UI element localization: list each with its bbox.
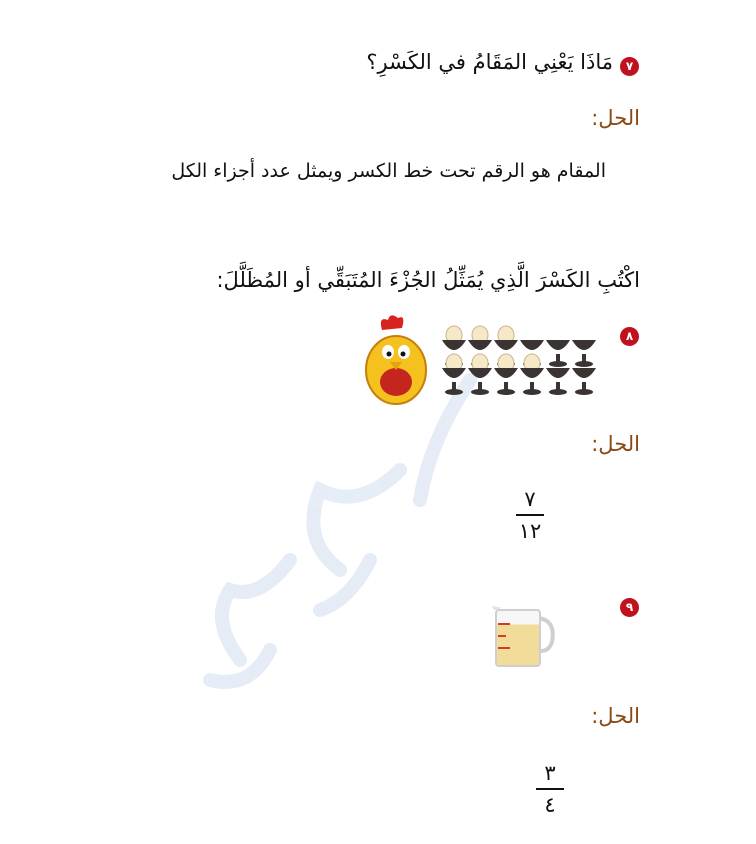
solution-label: الحل: — [591, 704, 640, 728]
measuring-cup-icon — [490, 604, 566, 668]
question-7-text: مَاذَا يَعْنِي المَقَامُ في الكَسْرِ؟ — [366, 50, 613, 74]
question-number-badge: ٧ — [620, 57, 639, 76]
fraction-numerator: ٣ — [544, 761, 556, 785]
chicken-icon — [360, 312, 432, 408]
egg-cup — [572, 340, 596, 367]
question-7-answer: المقام هو الرقم تحت خط الكسر ويمثل عدد أجزاء الكل — [171, 160, 606, 182]
egg-cup — [520, 354, 544, 395]
fraction-denominator: ١٢ — [518, 518, 542, 543]
answer-fraction — [510, 486, 550, 544]
egg-cup — [468, 354, 492, 395]
egg-cup — [546, 368, 570, 395]
egg-cup — [442, 354, 466, 395]
watermark-signature — [170, 360, 530, 720]
question-number-badge: ٩ — [620, 598, 639, 617]
solution-label: الحل: — [591, 432, 640, 456]
fraction-bar — [536, 788, 564, 790]
egg-cup — [572, 368, 596, 395]
solution-label: الحل: — [591, 106, 640, 130]
egg-cups-illustration — [440, 318, 610, 400]
egg-cup — [546, 340, 570, 367]
egg-cup — [494, 354, 518, 395]
fraction-bar — [516, 514, 544, 516]
answer-fraction — [530, 760, 570, 818]
fraction-denominator: ٤ — [544, 792, 556, 817]
question-number-badge: ٨ — [620, 327, 639, 346]
fraction-numerator: ٧ — [524, 487, 536, 511]
instruction-text: اكْتُبِ الكَسْرَ الَّذِي يُمَثِّلُ الجُزْءَ المُتَبَقِّي أو المُظَلَّلَ: — [216, 268, 640, 292]
